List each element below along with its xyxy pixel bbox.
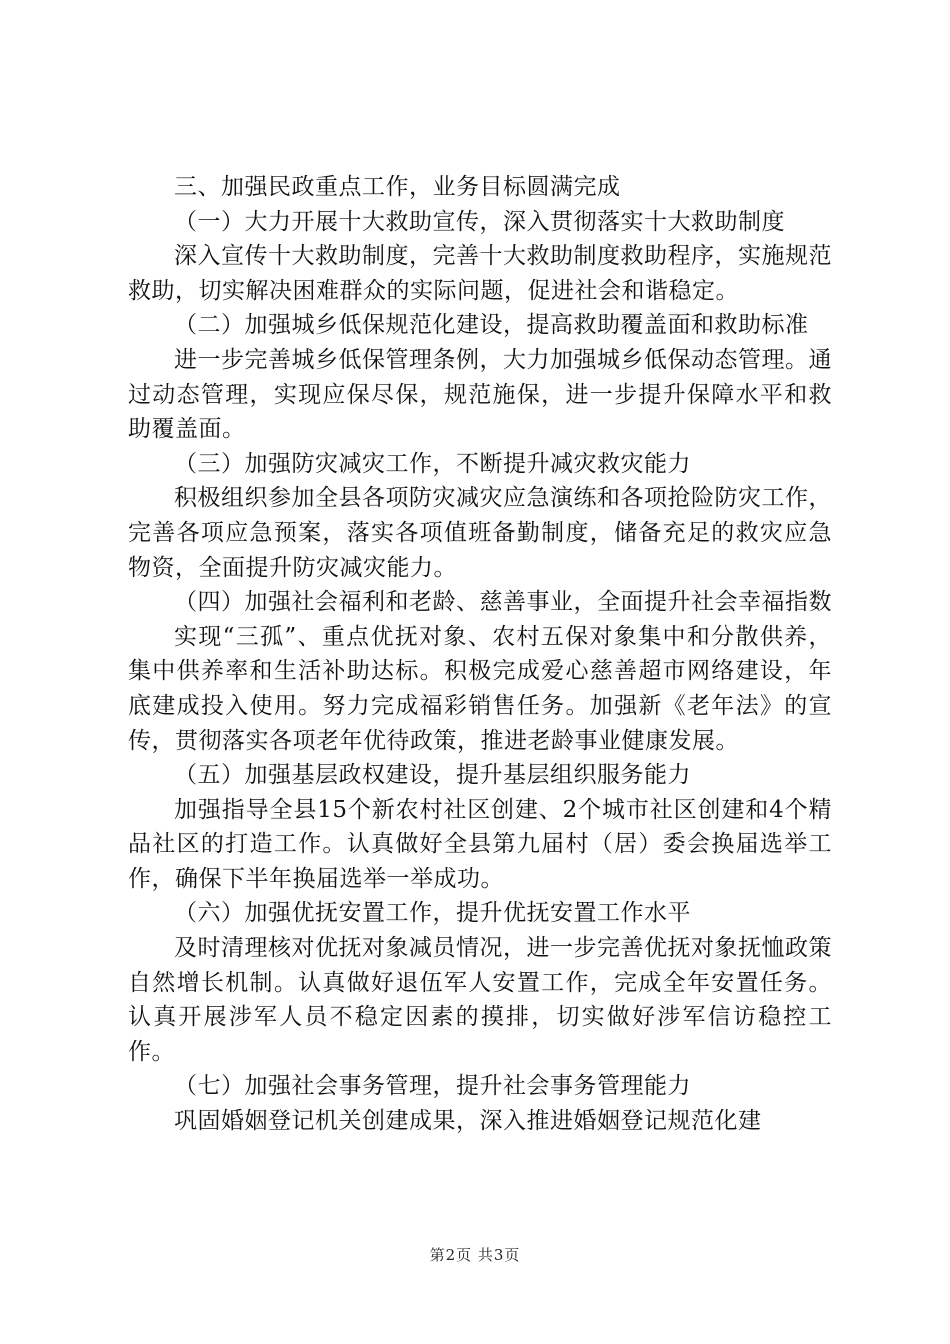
body-paragraph: 巩固婚姻登记机关创建成果，深入推进婚姻登记规范化建: [174, 1108, 762, 1135]
body-paragraph: 实现“三孤”、重点优抚对象、农村五保对象集中和分散供养，集中供养率和生活补助达标。积极完成爱心慈善超市网络建设，年底建成投入使用。努力完成福彩销售任务。加强新《老年法》的宣传，贯彻落实各项老年优待政策，推进老龄事业健康发展。: [128, 623, 832, 754]
subsection-heading: （二）加强城乡低保规范化建设，提高救助覆盖面和救助标准: [174, 312, 809, 339]
body-paragraph: 加强指导全县15个新农村社区创建、2个城市社区创建和4个精品社区的打造工作。认真做好全县第九届村（居）委会换届选举工作，确保下半年换届选举一举成功。: [128, 796, 832, 892]
section-heading: 三、加强民政重点工作，业务目标圆满完成: [174, 174, 621, 200]
subsection-heading: （一）大力开展十大救助宣传，深入贯彻落实十大救助制度: [174, 208, 785, 235]
page-footer: 第2页 共3页: [429, 1246, 521, 1264]
body-paragraph: 进一步完善城乡低保管理条例，大力加强城乡低保动态管理。通过动态管理，实现应保尽保，规范施保，进一步提升保障水平和救助覆盖面。: [128, 346, 832, 443]
subsection-heading: （五）加强基层政权建设，提升基层组织服务能力: [174, 762, 691, 789]
body-paragraph: 积极组织参加全县各项防灾减灾应急演练和各项抢险防灾工作，完善各项应急预案，落实各项值班备勤制度，储备充足的救灾应急物资，全面提升防灾减灾能力。: [128, 485, 832, 581]
subsection-heading: （四）加强社会福利和老龄、慈善事业，全面提升社会幸福指数: [174, 589, 832, 616]
subsection-heading: （三）加强防灾减灾工作，不断提升减灾救灾能力: [174, 450, 691, 477]
subsection-heading: （七）加强社会事务管理，提升社会事务管理能力: [174, 1073, 691, 1100]
body-paragraph: 深入宣传十大救助制度，完善十大救助制度救助程序，实施规范救助，切实解决困难群众的实际问题，促进社会和谐稳定。: [128, 243, 832, 304]
document-body: [128, 170, 832, 1139]
subsection-heading: （六）加强优抚安置工作，提升优抚安置工作水平: [174, 900, 691, 927]
body-paragraph: 及时清理核对优抚对象减员情况，进一步完善优抚对象抚恤政策自然增长机制。认真做好退伍军人安置工作，完成全年安置任务。认真开展涉军人员不稳定因素的摸排，切实做好涉军信访稳控工作。: [128, 935, 832, 1065]
